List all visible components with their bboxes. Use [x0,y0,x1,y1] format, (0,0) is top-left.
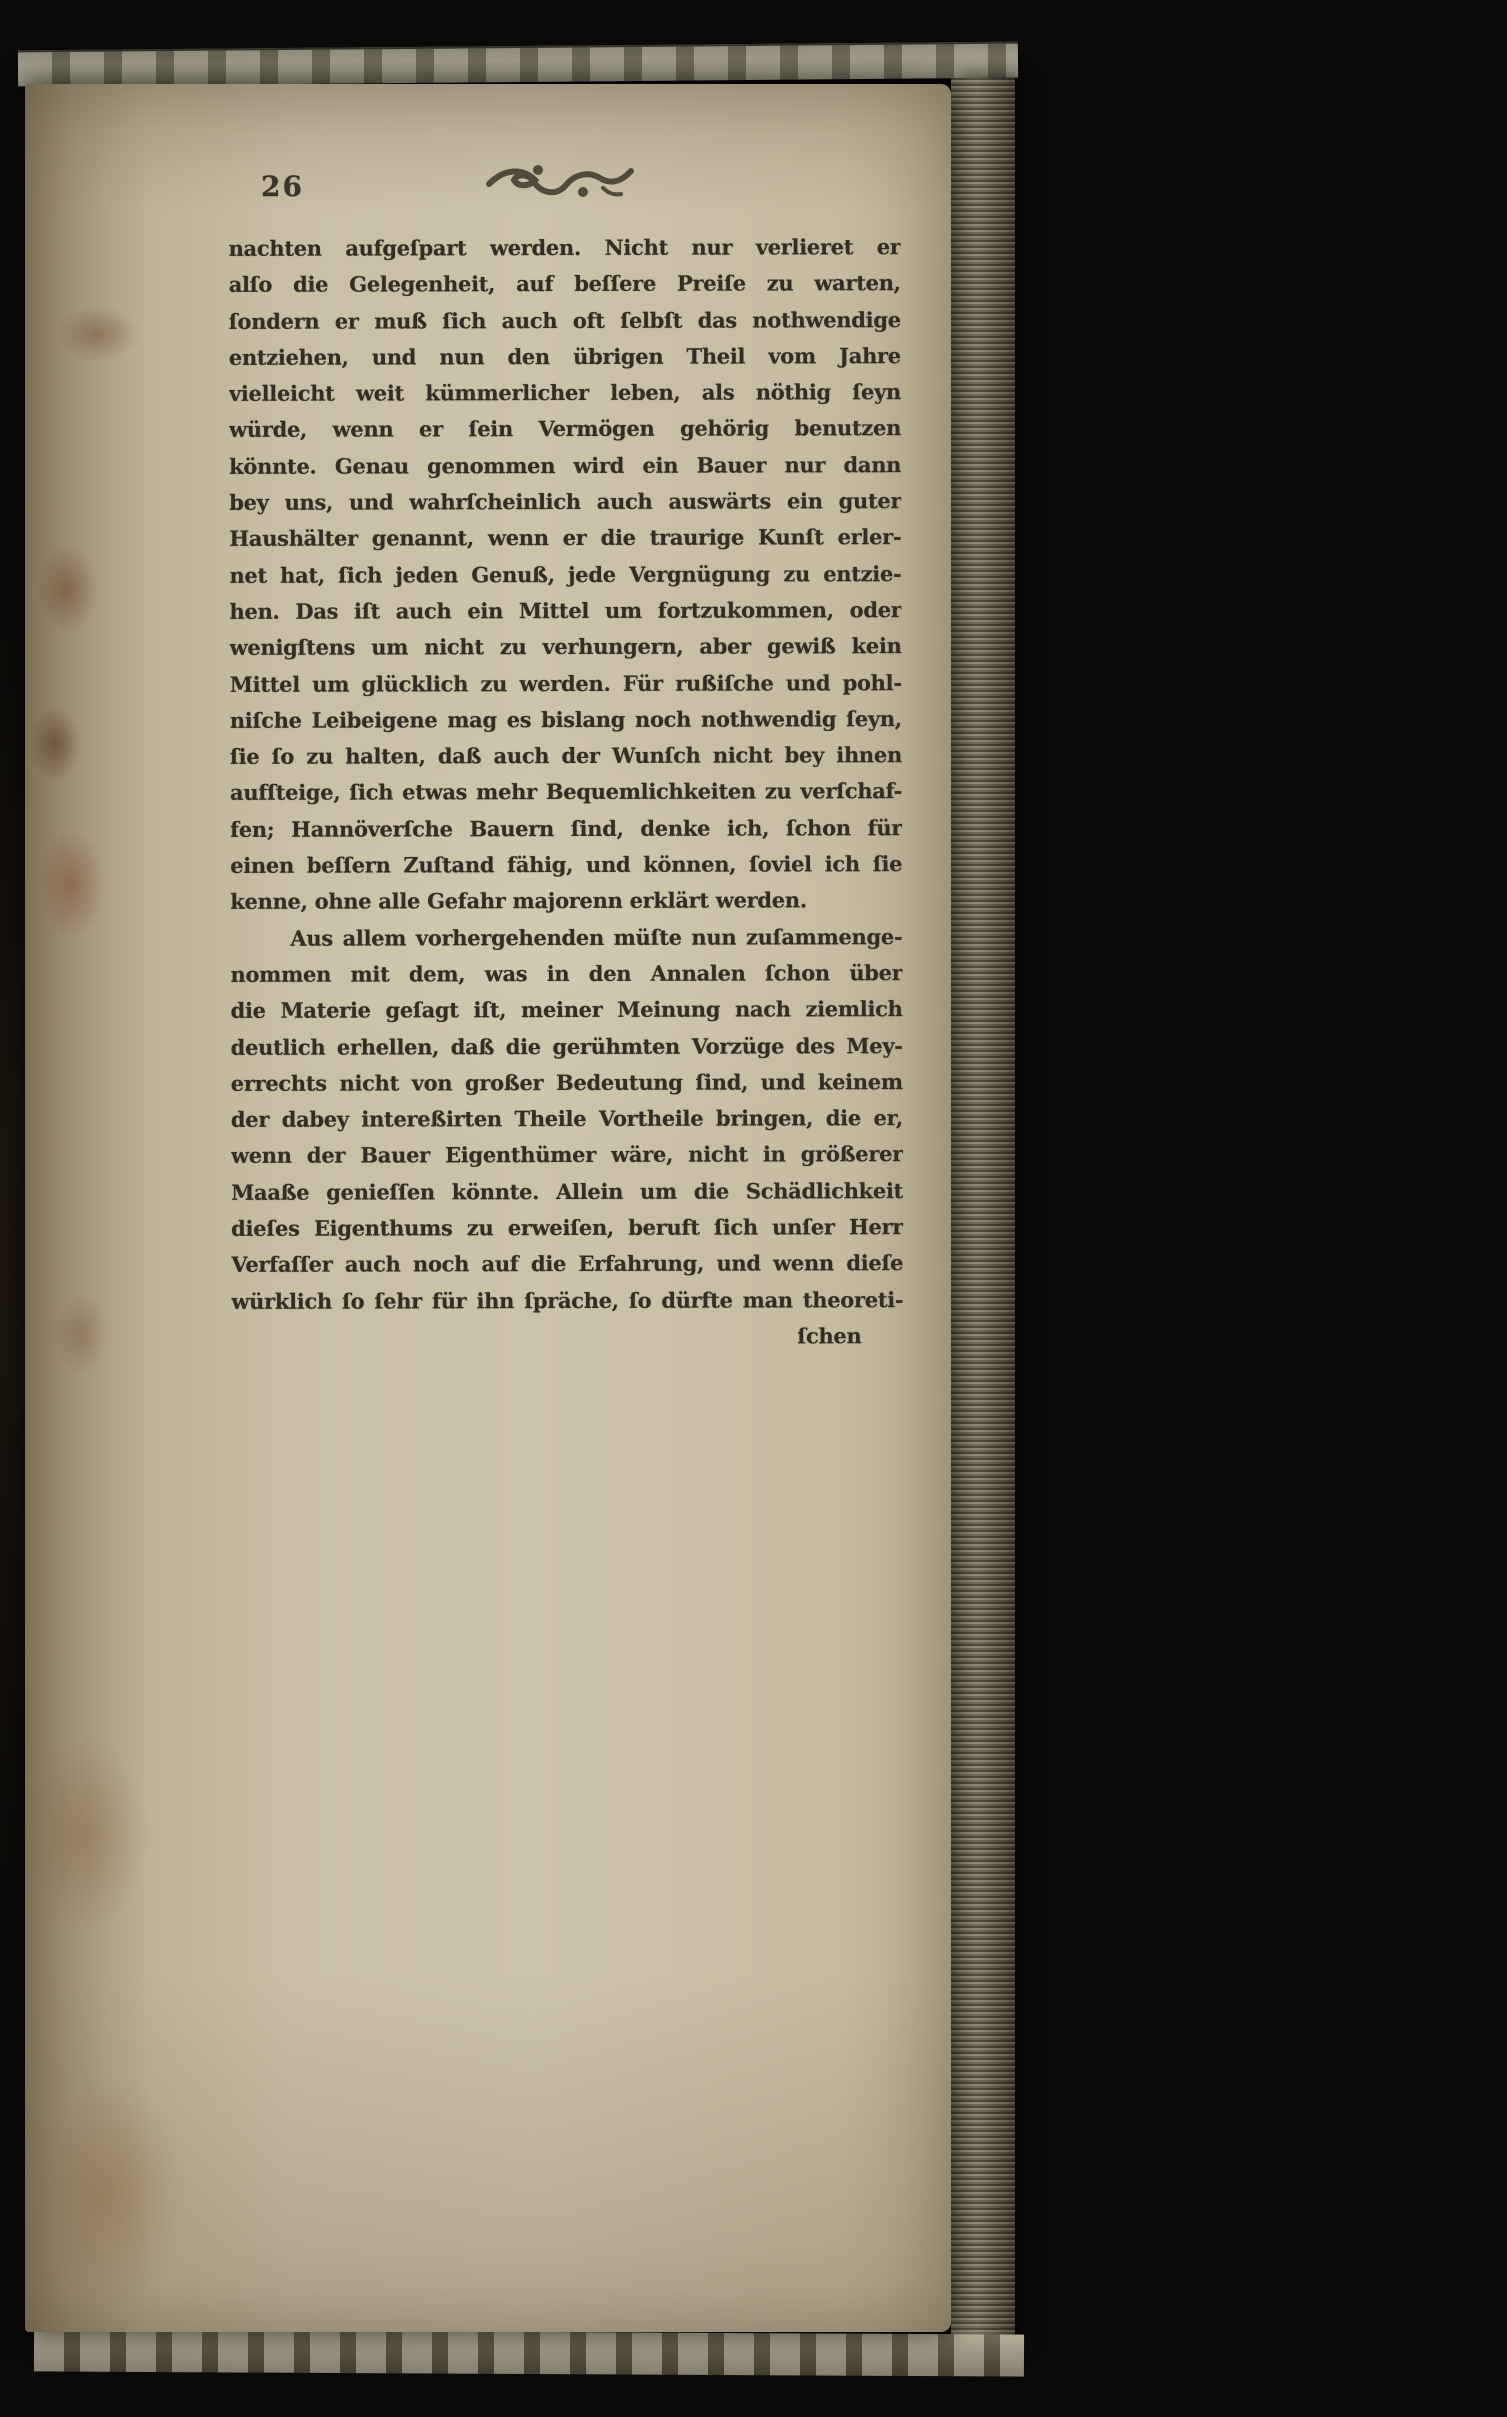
text-line: wenigſtens um nicht zu verhungern, aber gewiß kein [229,633,902,661]
text-line: ſie ſo zu halten, daß auch der Wunſch nicht bey ihnen [229,742,902,770]
text-line: alſo die Gelegenheit, auf beſſere Preiſe zu warten, [228,270,901,298]
text-line: deutlich erhellen, daß die gerühmten Vorzüge des Mey- [230,1032,903,1060]
text-line: Maaße genieſſen könnte. Allein um die Schädlichkeit [231,1177,904,1205]
text-line: net hat, ſich jeden Genuß, jede Vergnügung zu entzie- [229,560,902,588]
text-line: bey uns, und wahrſcheinlich auch auswärts ein guter [229,488,902,515]
text-line: Haushälter genannt, wenn er die traurige Kunſt erler- [229,524,902,552]
book-top-edge [18,42,1018,87]
text-line: würde, wenn er ſein Vermögen gehörig benutzen [229,415,902,443]
catchword: ſchen [797,1323,862,1349]
text-line: wenn der Bauer Eigenthümer wäre, nicht in größerer [230,1141,903,1169]
text-line: nommen mit dem, was in den Annalen ſchon über [230,960,903,987]
text-line: die Materie geſagt iſt, meiner Meinung nach ziemlich [230,996,903,1024]
page-number: 26 [261,170,304,203]
text-line: könnte. Genau genommen wird ein Bauer nur dann [229,451,902,479]
book-page [25,84,951,2332]
text-line: dieſes Eigenthums zu erweiſen, beruft ſich unſer Herr [231,1214,904,1241]
text-line: ſondern er muß ſich auch oft ſelbſt das nothwendige [228,306,901,334]
text-line: niſche Leibeigene mag es bislang noch nothwendig ſeyn, [229,705,902,733]
text-line: würklich ſo ſehr für ihn ſpräche, ſo dürfte man theoreti- [231,1286,904,1314]
text-block [229,229,904,1356]
text-line: einen beſſern Zuſtand fähig, und können, ſoviel ich ſie [230,851,903,878]
text-line: fen; Hannöverſche Bauern ſind, denke ich, ſchon für [230,814,903,842]
text-line: Verfaſſer auch noch auf die Erfahrung, und wenn dieſe [231,1250,904,1278]
text-line: Mittel um glücklich zu werden. Für rußiſche und pohl- [229,669,902,697]
book-fore-edge [951,78,1015,2346]
book-bottom-edge [34,2329,1024,2376]
text-line: vielleicht weit kümmerlicher leben, als nöthig ſeyn [228,379,901,407]
text-line: der dabey intereßirten Theile Vortheile bringen, die er, [230,1105,903,1133]
text-line: aufſteige, ſich etwas mehr Bequemlichkeiten zu verſchaf- [229,778,903,806]
text-line: hen. Das iſt auch ein Mittel um fortzukommen, oder [229,597,902,624]
printer-ornament-icon [483,158,639,204]
text-line: errechts nicht von großer Bedeutung ſind, und keinem [230,1068,903,1096]
text-line: entziehen, und nun den übrigen Theil vom Jahre [228,343,901,370]
text-line: nachten aufgeſpart werden. Nicht nur verlieret er [228,234,901,261]
text-line-paragraph-start: Aus allem vorhergehenden müſte nun zuſammenge- [290,923,903,951]
text-line: kenne, ohne alle Gefahr majorenn erklärt werden. [230,887,807,915]
